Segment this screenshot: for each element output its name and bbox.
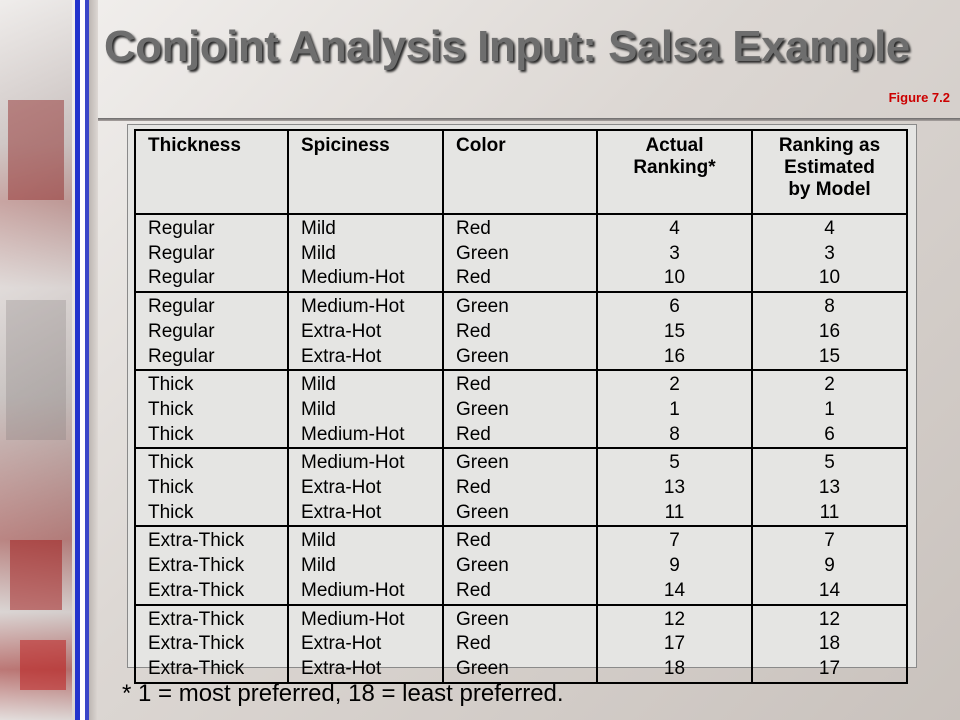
- estimated-cell: [752, 292, 907, 370]
- table-row-group: [135, 292, 907, 370]
- decorative-image-block: [20, 640, 66, 690]
- table-body: [135, 214, 907, 683]
- header-line: by Model: [788, 179, 871, 200]
- actual-cell: [597, 292, 752, 370]
- spiciness-value: Mild: [301, 218, 336, 239]
- estimated-value: 9: [824, 555, 835, 577]
- header-line: Ranking as: [778, 135, 881, 156]
- header-line: Color: [456, 135, 506, 156]
- thickness-value: Thick: [148, 423, 194, 445]
- header-line: Actual: [645, 135, 704, 156]
- color-cell: [443, 605, 597, 683]
- spiciness-value: Extra-Hot: [301, 633, 382, 655]
- color-value: Green: [456, 501, 509, 523]
- color-value: Green: [456, 398, 509, 420]
- estimated-cell: [752, 605, 907, 683]
- color-value: Green: [456, 452, 509, 474]
- thickness-value: Regular: [148, 345, 215, 367]
- spiciness-value: Extra-Hot: [301, 477, 382, 499]
- header-color: [443, 130, 597, 214]
- thickness-value: Regular: [148, 218, 215, 239]
- spiciness-cell: [288, 448, 443, 526]
- thickness-value: Extra-Thick: [148, 633, 245, 655]
- decorative-image-block: [6, 300, 66, 440]
- color-value: Red: [456, 633, 491, 655]
- actual-value: 5: [669, 452, 680, 474]
- estimated-value: 17: [818, 657, 841, 679]
- actual-value: 17: [663, 633, 686, 655]
- decorative-image-block: [8, 100, 64, 200]
- thickness-value: Regular: [148, 267, 215, 289]
- thickness-value: Extra-Thick: [148, 657, 245, 679]
- spiciness-value: Medium-Hot: [301, 608, 405, 630]
- table-row-group: [135, 605, 907, 683]
- header-line: Spiciness: [301, 135, 390, 156]
- estimated-value: 11: [819, 501, 840, 523]
- spiciness-value: Mild: [301, 555, 336, 577]
- header-spiciness: [288, 130, 443, 214]
- thickness-value: Regular: [148, 296, 215, 318]
- color-cell: [443, 292, 597, 370]
- spiciness-cell: [288, 370, 443, 448]
- decorative-image-block: [10, 540, 62, 610]
- color-value: Red: [456, 374, 491, 396]
- spiciness-cell: [288, 292, 443, 370]
- estimated-cell: [752, 370, 907, 448]
- thickness-value: Regular: [148, 320, 215, 342]
- actual-value: 1: [669, 398, 680, 420]
- actual-value: 9: [669, 555, 680, 577]
- estimated-value: 3: [824, 242, 835, 264]
- color-cell: [443, 526, 597, 604]
- thickness-value: Thick: [148, 452, 194, 474]
- color-cell: [443, 370, 597, 448]
- estimated-value: 13: [818, 477, 841, 499]
- estimated-cell: [752, 214, 907, 292]
- estimated-cell: [752, 526, 907, 604]
- color-value: Red: [456, 579, 491, 601]
- actual-value: 18: [663, 657, 686, 679]
- spiciness-cell: [288, 214, 443, 292]
- decorative-side-strip: [0, 0, 72, 720]
- actual-cell: [597, 605, 752, 683]
- estimated-value: 4: [824, 218, 835, 239]
- actual-value: 10: [663, 267, 686, 289]
- actual-value: 13: [663, 477, 686, 499]
- spiciness-value: Mild: [301, 374, 336, 396]
- table-row-group: [135, 214, 907, 292]
- actual-value: 15: [663, 320, 686, 342]
- header-line: Estimated: [784, 157, 875, 178]
- spiciness-value: Extra-Hot: [301, 345, 382, 367]
- actual-value: 2: [669, 374, 680, 396]
- estimated-value: 12: [818, 608, 841, 630]
- color-value: Green: [456, 296, 509, 318]
- thickness-value: Thick: [148, 477, 194, 499]
- actual-cell: [597, 448, 752, 526]
- color-cell: [443, 214, 597, 292]
- spiciness-value: Medium-Hot: [301, 267, 405, 289]
- actual-value: 7: [669, 530, 680, 552]
- thickness-cell: [135, 292, 288, 370]
- color-value: Red: [456, 530, 491, 552]
- estimated-value: 18: [818, 633, 841, 655]
- spiciness-value: Medium-Hot: [301, 296, 405, 318]
- spiciness-cell: [288, 526, 443, 604]
- actual-value: 14: [663, 579, 686, 601]
- figure-label: Figure 7.2: [888, 90, 950, 105]
- color-value: Red: [456, 423, 491, 445]
- actual-value: 12: [663, 608, 686, 630]
- thickness-value: Thick: [148, 374, 194, 396]
- actual-cell: [597, 214, 752, 292]
- spiciness-value: Medium-Hot: [301, 423, 405, 445]
- slide-title: Conjoint Analysis Input: Salsa Example: [104, 22, 910, 71]
- spiciness-value: Medium-Hot: [301, 579, 405, 601]
- title-divider: [98, 118, 960, 121]
- spiciness-cell: [288, 605, 443, 683]
- spiciness-value: Mild: [301, 530, 336, 552]
- actual-value: 4: [669, 218, 680, 239]
- thickness-value: Thick: [148, 398, 194, 420]
- color-value: Green: [456, 345, 509, 367]
- spiciness-value: Extra-Hot: [301, 320, 382, 342]
- actual-value: 6: [669, 296, 680, 318]
- header-estimated-ranking: [752, 130, 907, 214]
- thickness-value: Regular: [148, 242, 215, 264]
- thickness-cell: [135, 526, 288, 604]
- actual-value: 11: [664, 501, 685, 523]
- estimated-value: 6: [824, 423, 835, 445]
- spiciness-value: Extra-Hot: [301, 657, 382, 679]
- actual-cell: [597, 526, 752, 604]
- estimated-value: 5: [824, 452, 835, 474]
- color-value: Green: [456, 242, 509, 264]
- estimated-value: 16: [818, 320, 841, 342]
- color-value: Red: [456, 267, 491, 289]
- header-line: Ranking*: [633, 157, 716, 178]
- thickness-cell: [135, 214, 288, 292]
- estimated-value: 2: [824, 374, 835, 396]
- color-value: Green: [456, 555, 509, 577]
- color-value: Green: [456, 608, 509, 630]
- spiciness-value: Mild: [301, 398, 336, 420]
- estimated-value: 10: [818, 267, 841, 289]
- header-actual-ranking: [597, 130, 752, 214]
- thickness-value: Extra-Thick: [148, 530, 245, 552]
- thickness-value: Extra-Thick: [148, 608, 245, 630]
- thickness-cell: [135, 448, 288, 526]
- color-cell: [443, 448, 597, 526]
- table-row-group: [135, 370, 907, 448]
- actual-value: 8: [669, 423, 680, 445]
- actual-cell: [597, 370, 752, 448]
- table-header-row: [135, 130, 907, 214]
- estimated-cell: [752, 448, 907, 526]
- color-value: Red: [456, 320, 491, 342]
- estimated-value: 1: [824, 398, 835, 420]
- thickness-cell: [135, 370, 288, 448]
- thickness-value: Thick: [148, 501, 194, 523]
- header-thickness: [135, 130, 288, 214]
- color-value: Red: [456, 477, 491, 499]
- spiciness-value: Medium-Hot: [301, 452, 405, 474]
- color-value: Green: [456, 657, 509, 679]
- thickness-cell: [135, 605, 288, 683]
- estimated-value: 8: [824, 296, 835, 318]
- color-value: Red: [456, 218, 491, 239]
- thickness-value: Extra-Thick: [148, 579, 245, 601]
- footnote: * 1 = most preferred, 18 = least preferred.: [122, 680, 564, 707]
- decorative-grey-bar: [89, 0, 98, 720]
- estimated-value: 7: [824, 530, 835, 552]
- estimated-value: 14: [818, 579, 841, 601]
- actual-value: 16: [663, 345, 686, 367]
- salsa-conjoint-table: [134, 129, 908, 684]
- estimated-value: 15: [818, 345, 841, 367]
- thickness-value: Extra-Thick: [148, 555, 245, 577]
- header-line: Thickness: [148, 135, 241, 156]
- spiciness-value: Extra-Hot: [301, 501, 382, 523]
- actual-value: 3: [669, 242, 680, 264]
- table-row-group: [135, 448, 907, 526]
- table-row-group: [135, 526, 907, 604]
- spiciness-value: Mild: [301, 242, 336, 264]
